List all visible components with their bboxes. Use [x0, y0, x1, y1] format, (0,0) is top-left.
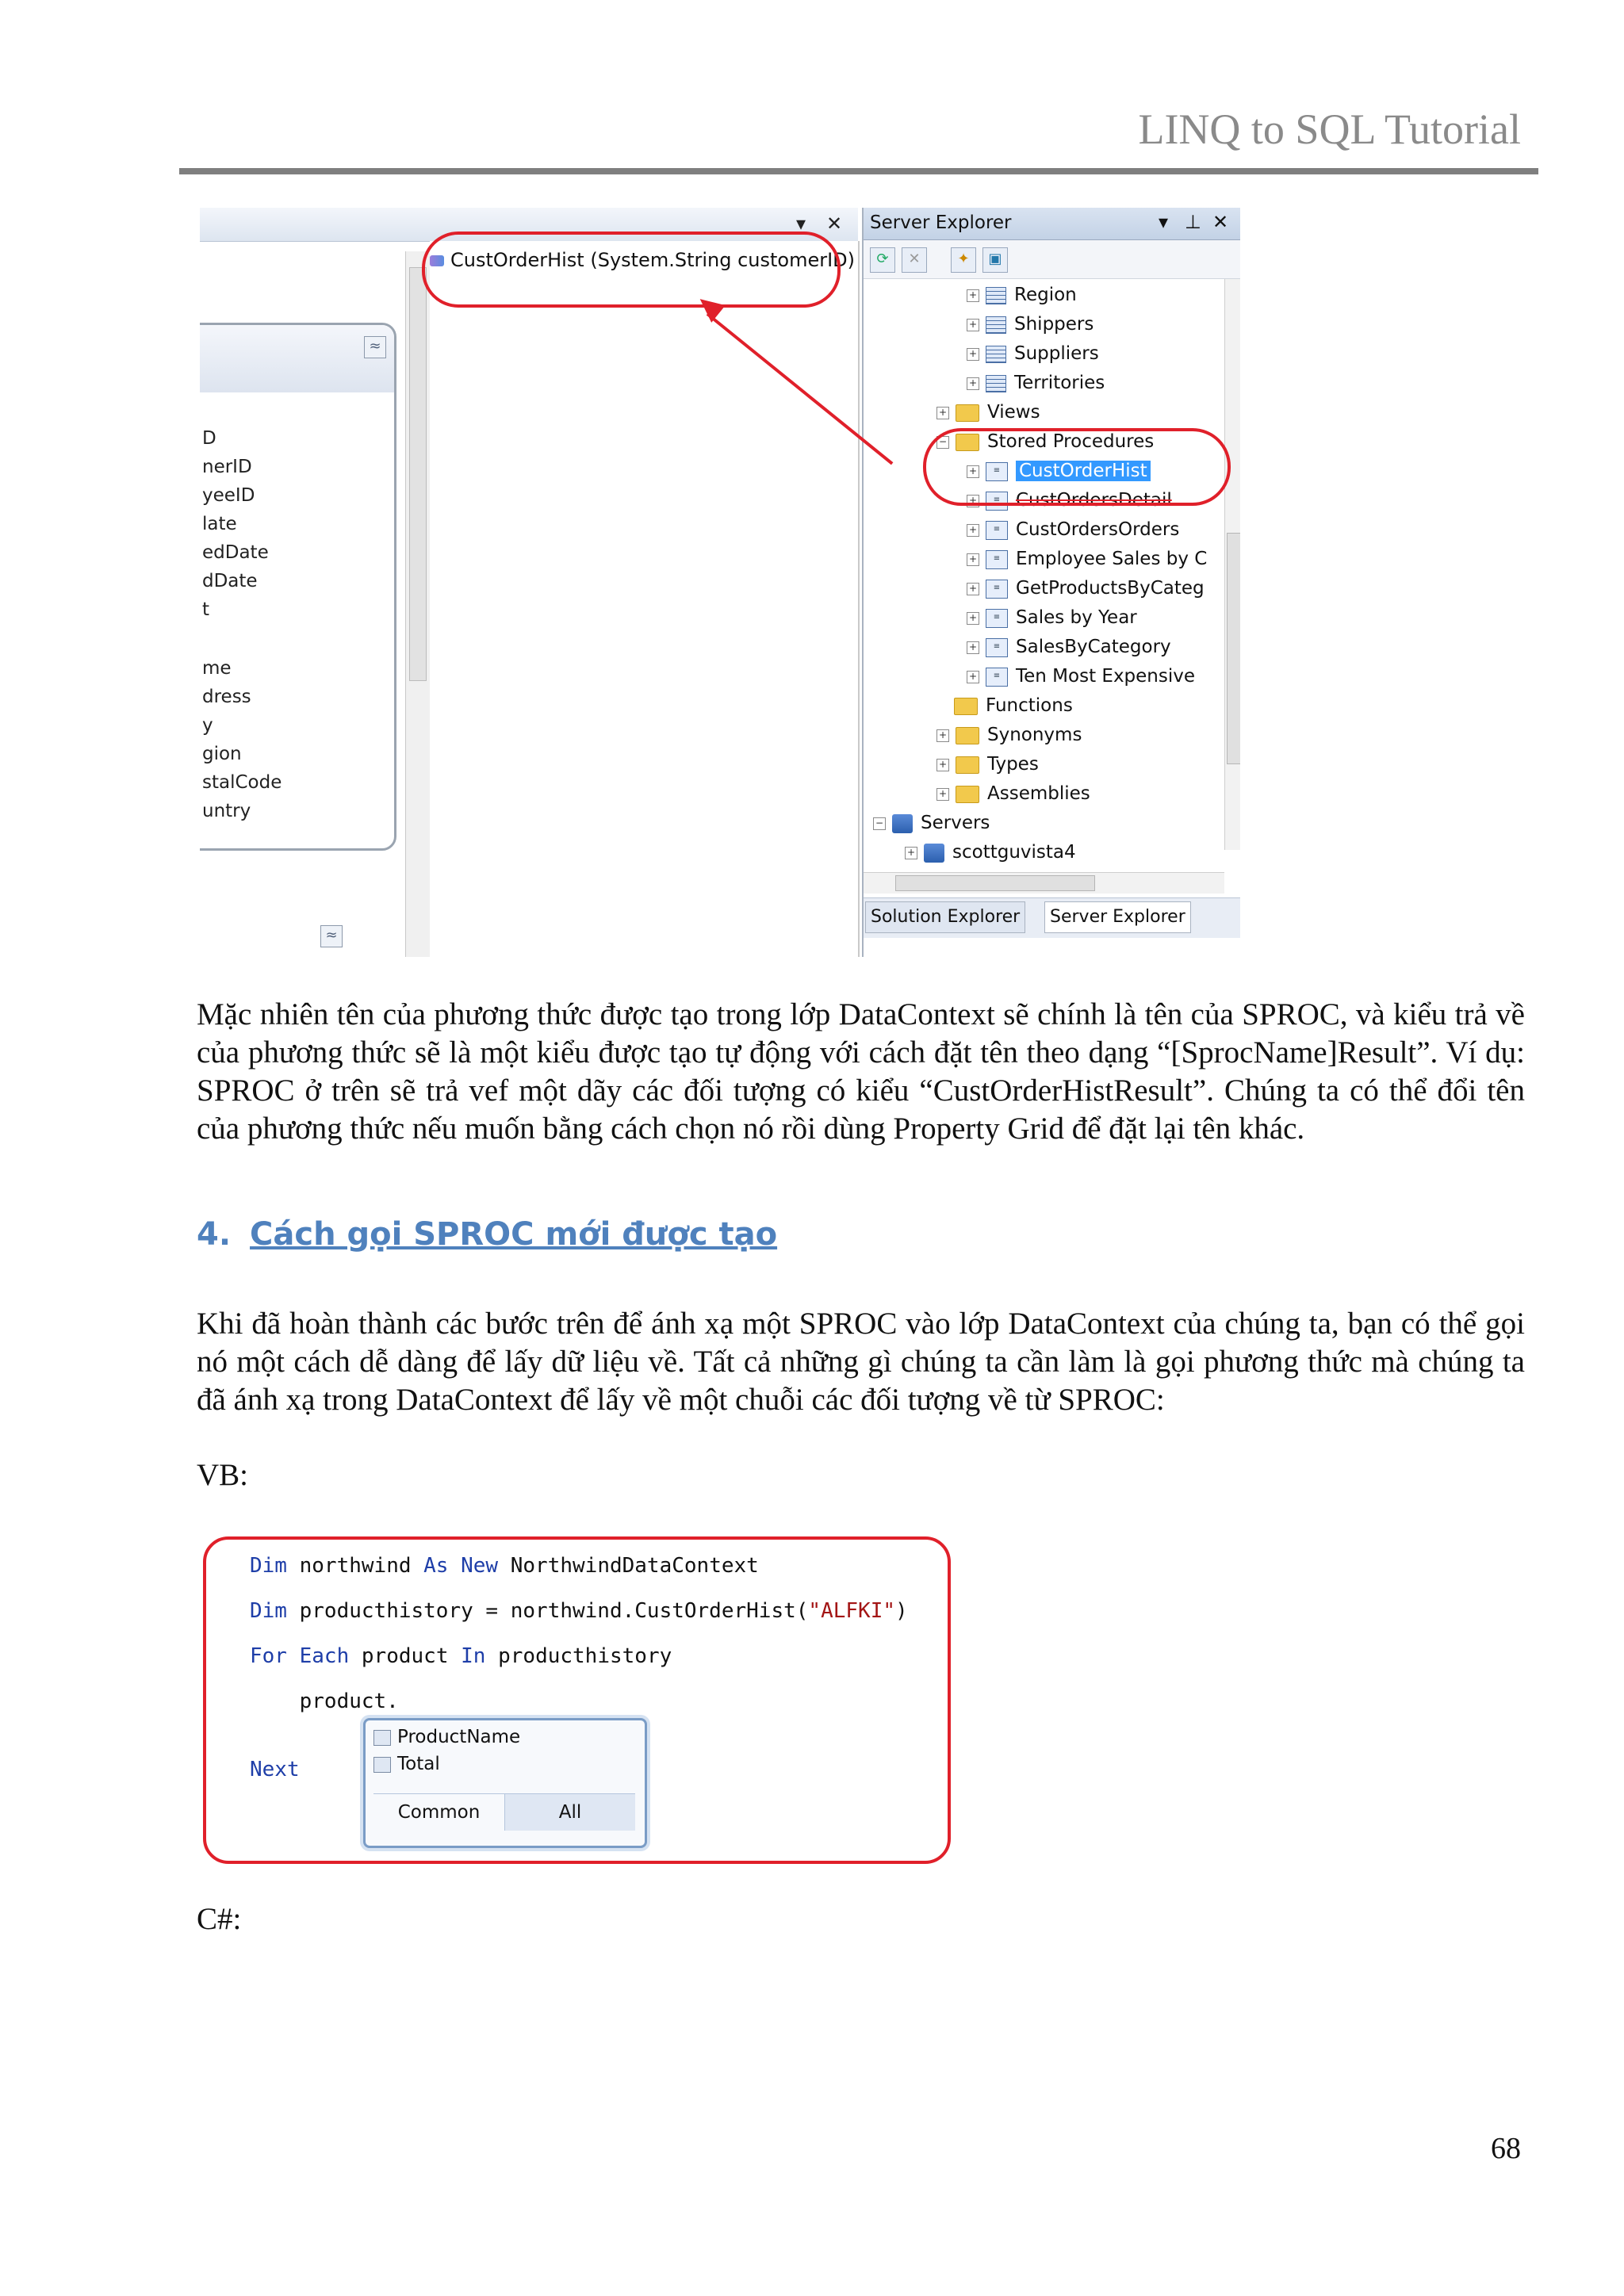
panel-tabs: [864, 897, 1240, 938]
property-icon: [373, 1757, 391, 1773]
intellisense-item-total[interactable]: Total: [373, 1754, 440, 1774]
expand-icon[interactable]: +: [967, 583, 979, 595]
server-explorer-toolbar: [864, 240, 1240, 279]
node-label: CustOrdersDetail: [1016, 490, 1172, 511]
entity-header: [200, 325, 394, 392]
method-label: CustOrderHist (System.String customerID): [450, 249, 856, 271]
screenshot-designer-server-explorer: [200, 208, 1240, 957]
folder-icon: [956, 756, 979, 774]
dropdown-icon[interactable]: ▾: [796, 212, 806, 235]
intellisense-popup: [363, 1718, 647, 1848]
tab-server-explorer[interactable]: Server Explorer: [1044, 901, 1191, 933]
close-icon[interactable]: ✕: [826, 212, 843, 235]
intellisense-tabs: [373, 1793, 635, 1831]
tree-node-sales-by-year[interactable]: [967, 604, 1137, 631]
collapse-icon[interactable]: −: [873, 817, 886, 830]
entity-field[interactable]: untry: [202, 801, 251, 821]
stored-procedure-icon: ≡: [986, 580, 1008, 599]
expand-icon[interactable]: +: [967, 641, 979, 654]
tree-node-custordersorders[interactable]: [967, 516, 1179, 543]
node-label: Servers: [921, 813, 990, 833]
scrollbar-thumb[interactable]: [1227, 533, 1240, 764]
splitter-thumb[interactable]: [409, 267, 427, 681]
node-label: Types: [987, 754, 1039, 775]
tree-node-salesbycategory[interactable]: [967, 633, 1171, 660]
stored-procedure-icon: ≡: [986, 609, 1008, 628]
header-rule: [179, 168, 1538, 174]
server-icon: [924, 844, 944, 863]
code-line-5: Next: [250, 1758, 300, 1781]
node-label: Shippers: [1014, 314, 1094, 335]
expand-icon[interactable]: +: [967, 377, 979, 390]
entity-field[interactable]: stalCode: [202, 772, 282, 793]
tab-all[interactable]: All: [505, 1794, 635, 1831]
entity-field[interactable]: gion: [202, 744, 242, 764]
stored-procedure-icon: ≡: [986, 638, 1008, 657]
expand-icon[interactable]: +: [967, 612, 979, 625]
stored-procedure-icon: ≡: [986, 668, 1008, 687]
tree-node-ten-most-expensive[interactable]: [967, 663, 1195, 690]
entity-field[interactable]: edDate: [202, 542, 269, 563]
entity-field[interactable]: D: [202, 428, 216, 449]
methods-pane: [430, 241, 860, 957]
node-label: Assemblies: [987, 783, 1090, 804]
paragraph-2: Khi đã hoàn thành các bước trên để ánh xạ một SPROC vào lớp DataContext của chúng ta, bạn có thể gọi nó một cách dễ dàng để lấy dữ liệu về. Tất cả những gì chúng ta cần làm là gọi phương thức mà chúng ta đã ánh xạ trong DataContext để lấy về một chuỗi các đối tượng về từ SPROC:: [197, 1307, 1525, 1417]
tab-common[interactable]: Common: [373, 1794, 505, 1831]
entity-field[interactable]: y: [202, 715, 213, 736]
node-label: CustOrdersOrders: [1016, 519, 1180, 540]
entity-field[interactable]: late: [202, 514, 237, 534]
collapse-icon[interactable]: ≈: [320, 925, 343, 947]
section-title[interactable]: Cách gọi SPROC mới được tạo: [250, 1216, 778, 1253]
node-label: SalesByCategory: [1016, 637, 1171, 657]
cs-label: C#:: [197, 1902, 242, 1936]
stored-procedure-icon: ≡: [986, 462, 1008, 481]
expand-icon[interactable]: +: [905, 847, 917, 859]
table-icon: [986, 316, 1006, 334]
expand-icon[interactable]: +: [936, 788, 949, 801]
node-label: scottguvista4: [952, 842, 1076, 863]
tree-node-synonyms[interactable]: [936, 721, 1082, 748]
node-label: Territories: [1014, 373, 1105, 393]
tree-node-shippers[interactable]: [967, 311, 1094, 338]
entity-field[interactable]: nerID: [202, 457, 252, 477]
collapse-icon[interactable]: −: [936, 436, 949, 449]
section-heading: [197, 1216, 777, 1253]
highlight-oval: [422, 232, 841, 308]
highlight-oval: [923, 428, 1231, 506]
code-line-1: Dim northwind As New NorthwindDataContext: [250, 1554, 759, 1578]
page-number: 68: [1491, 2132, 1521, 2165]
code-line-2: Dim producthistory = northwind.CustOrderHist("ALFKI"): [250, 1599, 908, 1623]
node-label: Employee Sales by C: [1016, 549, 1208, 569]
tab-solution-explorer[interactable]: Solution Explorer: [865, 901, 1025, 933]
panel-title: Server Explorer: [870, 212, 1012, 233]
horizontal-scrollbar[interactable]: [864, 872, 1224, 894]
collapse-icon[interactable]: ≈: [364, 336, 386, 358]
entity-field[interactable]: t: [202, 599, 210, 620]
expand-icon[interactable]: +: [967, 524, 979, 537]
expand-icon[interactable]: +: [967, 671, 979, 683]
stored-procedure-icon: ≡: [986, 492, 1008, 511]
close-icon[interactable]: ✕: [1212, 211, 1229, 233]
tree-node-employee-sales[interactable]: [967, 545, 1207, 572]
expand-icon[interactable]: +: [967, 465, 979, 478]
node-label: Suppliers: [1014, 343, 1099, 364]
vertical-scrollbar[interactable]: [1224, 279, 1240, 850]
expand-icon[interactable]: +: [967, 289, 979, 302]
node-label: Ten Most Expensive: [1016, 666, 1196, 687]
folder-icon: [956, 786, 979, 803]
entity-field[interactable]: yeeID: [202, 485, 255, 506]
expand-icon[interactable]: +: [967, 495, 979, 507]
server-explorer-panel: [862, 208, 1240, 957]
servers-icon: [892, 814, 913, 833]
connect-database-icon[interactable]: ✦: [951, 247, 976, 273]
expand-icon[interactable]: +: [936, 407, 949, 419]
table-icon: [986, 375, 1006, 392]
pin-icon[interactable]: ⊥: [1185, 211, 1201, 233]
tree-node-territories[interactable]: [967, 369, 1105, 396]
vb-label: VB:: [197, 1458, 249, 1492]
expand-icon[interactable]: +: [967, 319, 979, 331]
intellisense-item-productname[interactable]: ProductName: [373, 1727, 520, 1747]
node-label: Sales by Year: [1016, 607, 1137, 628]
tree-node-region[interactable]: [967, 281, 1077, 308]
connect-server-icon[interactable]: ▣: [982, 247, 1008, 273]
node-label: Views: [987, 402, 1040, 423]
tree-node-scottguvista4[interactable]: [905, 839, 1076, 866]
server-explorer-titlebar: [864, 208, 1240, 240]
expand-icon[interactable]: +: [967, 348, 979, 361]
node-label: Synonyms: [987, 725, 1082, 745]
tree-node-assemblies[interactable]: [936, 780, 1090, 807]
stop-icon[interactable]: ✕: [902, 247, 927, 273]
pane-splitter[interactable]: [405, 251, 431, 957]
folder-icon: [956, 727, 979, 744]
dropdown-icon[interactable]: ▾: [1159, 211, 1169, 233]
paragraph-1: Mặc nhiên tên của phương thức được tạo trong lớp DataContext sẽ chính là tên của SPROC, và kiểu trả về của phương thức sẽ là một kiểu được tạo tự động với cách đặt tên theo dạng “[SprocName]Result”. Ví dụ: SPROC ở trên sẽ trả vef một dãy các đối tượng có kiểu “CustOrderHistResult”. Chúng ta có thể đổi tên của phương thức nếu muốn bằng cách chọn nó rồi dùng Property Grid để đặt lại tên khác.: [197, 997, 1525, 1146]
expand-icon[interactable]: +: [936, 759, 949, 771]
node-label-selected: CustOrderHist: [1016, 461, 1151, 481]
expand-icon[interactable]: +: [936, 729, 949, 742]
code-line-4: product.: [250, 1689, 399, 1713]
node-label: Region: [1014, 285, 1077, 305]
header-title: LINQ to SQL Tutorial: [1138, 105, 1521, 153]
refresh-icon[interactable]: ⟳: [870, 247, 895, 273]
node-label: Stored Procedures: [987, 431, 1155, 452]
table-icon: [986, 287, 1006, 304]
node-label: GetProductsByCateg: [1016, 578, 1205, 599]
folder-icon: [956, 404, 979, 422]
tree-node-servers[interactable]: [873, 809, 990, 836]
tree-node-getproductsbycategory[interactable]: [967, 575, 1205, 602]
tree-node-types[interactable]: [936, 751, 1039, 778]
vb-code-screenshot: [203, 1536, 951, 1864]
entity-class-box[interactable]: [200, 323, 396, 851]
entity-field[interactable]: dress: [202, 687, 251, 707]
tree-node-functions[interactable]: [954, 692, 1073, 719]
entity-field[interactable]: dDate: [202, 571, 258, 591]
stored-procedure-icon: ≡: [986, 550, 1008, 569]
node-label: Functions: [986, 695, 1073, 716]
table-icon: [986, 346, 1006, 363]
scrollbar-thumb[interactable]: [895, 875, 1095, 891]
property-icon: [373, 1730, 391, 1746]
section-number: 4.: [197, 1216, 232, 1253]
folder-icon: [954, 698, 978, 715]
tree-node-suppliers[interactable]: [967, 340, 1099, 367]
entity-field[interactable]: me: [202, 658, 232, 679]
expand-icon[interactable]: +: [967, 553, 979, 566]
tree-node-views[interactable]: [936, 399, 1040, 426]
stored-procedure-icon: ≡: [986, 521, 1008, 540]
code-line-3: For Each product In producthistory: [250, 1644, 672, 1668]
